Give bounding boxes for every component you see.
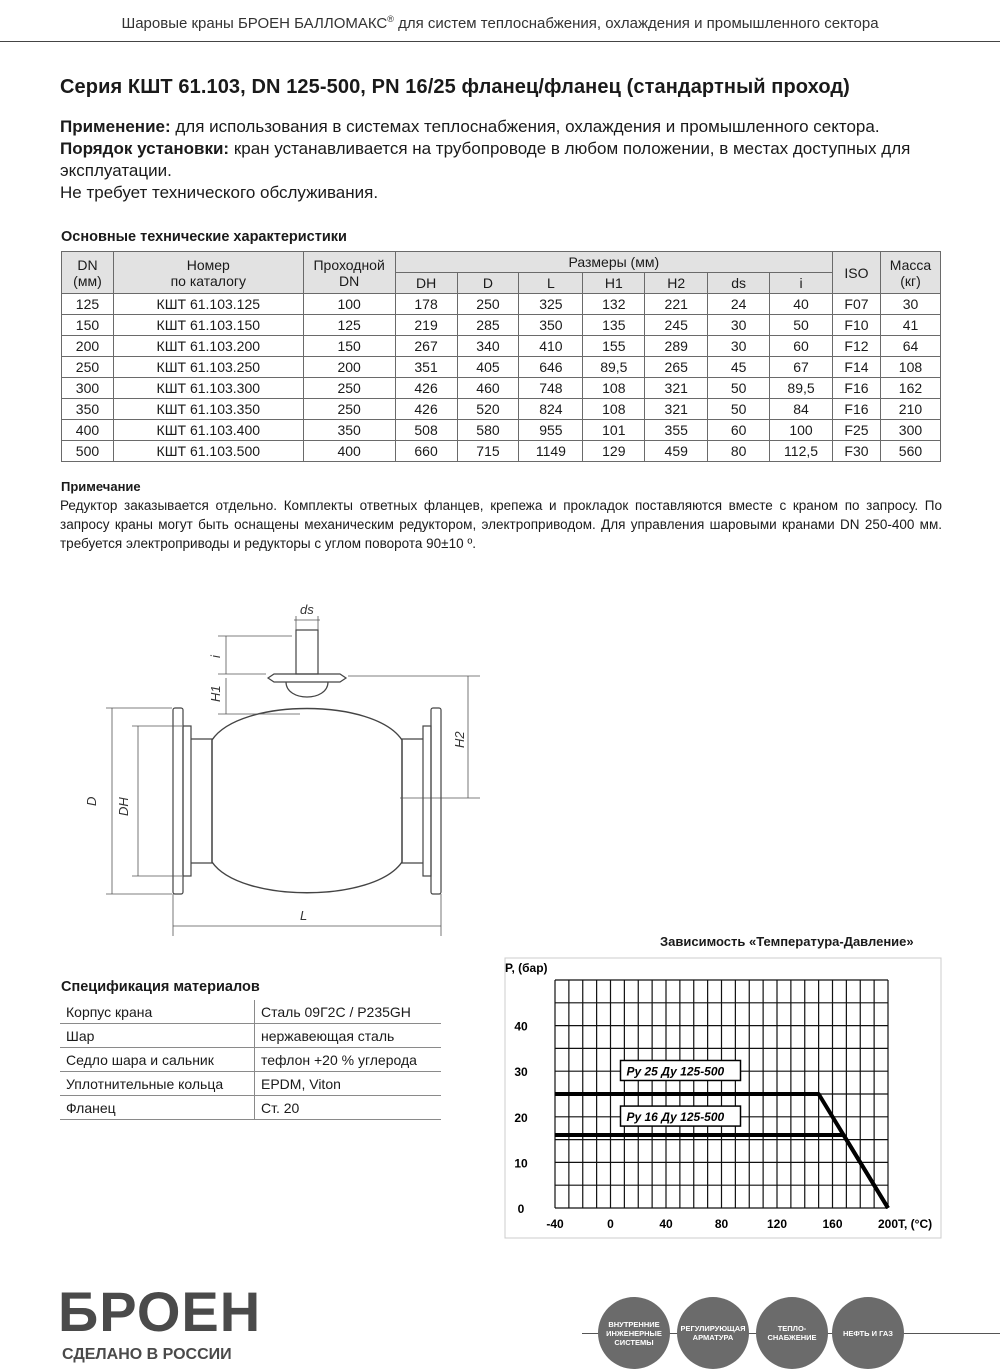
- material-value: нержавеющая сталь: [255, 1024, 442, 1048]
- table-cell: 300: [880, 420, 940, 441]
- material-row: [60, 1096, 441, 1120]
- material-row: [60, 1072, 441, 1096]
- table-cell: 101: [583, 420, 645, 441]
- table-cell: 108: [583, 378, 645, 399]
- table-cell: 89,5: [583, 357, 645, 378]
- application-label: Применение:: [60, 117, 171, 136]
- table-cell: 405: [457, 357, 519, 378]
- table-cell: 219: [395, 315, 457, 336]
- table-cell: 67: [770, 357, 833, 378]
- table-cell: 60: [770, 336, 833, 357]
- table-cell: 60: [708, 420, 770, 441]
- dim-dh: DH: [116, 797, 131, 816]
- table-cell: 289: [645, 336, 708, 357]
- table-cell: 125: [303, 315, 395, 336]
- table-cell: F14: [833, 357, 881, 378]
- y-tick-label: 10: [514, 1156, 528, 1171]
- y-tick-label: 20: [514, 1110, 528, 1125]
- table-cell: 285: [457, 315, 519, 336]
- y-axis-label: P, (бар): [505, 961, 548, 975]
- table-cell: 321: [645, 399, 708, 420]
- table-cell: 500: [62, 441, 114, 462]
- dim-col-header: H2: [645, 273, 708, 294]
- x-tick-label: 200: [877, 1217, 899, 1231]
- table-cell: 267: [395, 336, 457, 357]
- table-cell: 100: [770, 420, 833, 441]
- table-cell: 221: [645, 294, 708, 315]
- header-text: Шаровые краны БРОЕН БАЛЛОМАКС: [121, 15, 388, 32]
- registered-mark: ®: [387, 14, 394, 24]
- y-tick-label: 0: [517, 1202, 525, 1216]
- table-row: [62, 336, 941, 357]
- table-cell: 321: [645, 378, 708, 399]
- table-row: [62, 399, 941, 420]
- series-label: Ру 16 Ду 125-500: [626, 1110, 725, 1125]
- table-cell: 350: [519, 315, 583, 336]
- spec-title: Основные технические характеристики: [61, 229, 347, 245]
- table-cell: F12: [833, 336, 881, 357]
- brand-tagline: СДЕЛАНО В РОССИИ: [62, 1346, 232, 1363]
- table-cell: 100: [303, 294, 395, 315]
- x-tick-label: 0: [607, 1217, 614, 1231]
- table-cell: 89,5: [770, 378, 833, 399]
- table-cell: 955: [519, 420, 583, 441]
- table-cell: 24: [708, 294, 770, 315]
- table-cell: 129: [583, 441, 645, 462]
- material-part: Седло шара и сальник: [60, 1048, 255, 1072]
- col-dims: Размеры (мм): [395, 252, 832, 273]
- table-cell: 340: [457, 336, 519, 357]
- table-cell: 1149: [519, 441, 583, 462]
- table-cell: 646: [519, 357, 583, 378]
- col-bore: Проходной DN: [303, 252, 395, 294]
- install-label: Порядок установки:: [60, 139, 230, 158]
- category-oil-gas: НЕФТЬ И ГАЗ: [832, 1297, 904, 1369]
- table-row: [62, 420, 941, 441]
- table-cell: 351: [395, 357, 457, 378]
- dim-ds: ds: [300, 602, 314, 617]
- table-cell: F07: [833, 294, 881, 315]
- x-tick-label: 80: [714, 1217, 729, 1231]
- table-cell: 80: [708, 441, 770, 462]
- table-cell: 426: [395, 399, 457, 420]
- table-cell: 350: [303, 420, 395, 441]
- x-tick-label: -40: [546, 1217, 564, 1231]
- table-row: [62, 315, 941, 336]
- table-cell: 45: [708, 357, 770, 378]
- dim-col-header: i: [770, 273, 833, 294]
- spec-table: [61, 251, 941, 462]
- table-cell: КШТ 61.103.500: [113, 441, 303, 462]
- material-part: Шар: [60, 1024, 255, 1048]
- table-cell: 350: [62, 399, 114, 420]
- dim-i: i: [208, 655, 223, 658]
- table-cell: 150: [303, 336, 395, 357]
- note-title: Примечание: [61, 479, 141, 494]
- table-cell: 748: [519, 378, 583, 399]
- material-value: тефлон +20 % углерода: [255, 1048, 442, 1072]
- dim-col-header: D: [457, 273, 519, 294]
- table-cell: 200: [303, 357, 395, 378]
- header-text-tail: для систем теплоснабжения, охлаждения и промышленного сектора: [393, 15, 879, 32]
- x-axis-label: T, (°C): [898, 1217, 933, 1231]
- application-text: для использования в системах теплоснабжения, охлаждения и промышленного сектора.: [170, 117, 880, 136]
- dim-l: L: [300, 908, 308, 923]
- table-cell: 400: [303, 441, 395, 462]
- table-cell: 125: [62, 294, 114, 315]
- y-tick-label: 30: [514, 1065, 528, 1080]
- table-row: [62, 441, 941, 462]
- dim-col-header: ds: [708, 273, 770, 294]
- materials-table: [60, 1000, 441, 1120]
- table-cell: 200: [62, 336, 114, 357]
- table-cell: 50: [708, 399, 770, 420]
- table-cell: 250: [457, 294, 519, 315]
- table-cell: 150: [62, 315, 114, 336]
- x-tick-label: 160: [822, 1217, 843, 1231]
- table-cell: 520: [457, 399, 519, 420]
- material-row: [60, 1048, 441, 1072]
- table-row: [62, 378, 941, 399]
- table-cell: 355: [645, 420, 708, 441]
- table-cell: 824: [519, 399, 583, 420]
- table-cell: 30: [880, 294, 940, 315]
- table-cell: 162: [880, 378, 940, 399]
- page-title: Серия КШТ 61.103, DN 125-500, PN 16/25 фланец/фланец (стандартный проход): [60, 76, 850, 98]
- table-cell: КШТ 61.103.400: [113, 420, 303, 441]
- table-cell: 400: [62, 420, 114, 441]
- header-divider: [0, 41, 1000, 42]
- material-part: Фланец: [60, 1096, 255, 1120]
- table-cell: 108: [583, 399, 645, 420]
- table-cell: F16: [833, 378, 881, 399]
- table-cell: F16: [833, 399, 881, 420]
- table-cell: 84: [770, 399, 833, 420]
- dim-col-header: L: [519, 273, 583, 294]
- series-label: Ру 25 Ду 125-500: [626, 1064, 725, 1079]
- category-heat-supply: ТЕПЛО- СНАБЖЕНИЕ: [756, 1297, 828, 1369]
- page-header: [0, 0, 1000, 42]
- table-cell: КШТ 61.103.300: [113, 378, 303, 399]
- table-row: [62, 294, 941, 315]
- table-cell: 560: [880, 441, 940, 462]
- y-tick-label: 40: [514, 1019, 528, 1034]
- material-value: EPDM, Viton: [255, 1072, 442, 1096]
- table-cell: 30: [708, 336, 770, 357]
- table-cell: 459: [645, 441, 708, 462]
- table-cell: F25: [833, 420, 881, 441]
- temperature-pressure-chart: [495, 950, 945, 1242]
- dim-d: D: [84, 796, 99, 806]
- table-cell: 580: [457, 420, 519, 441]
- dim-h1: H1: [208, 685, 223, 702]
- col-catalog: Номер по каталогу: [113, 252, 303, 294]
- category-control-valves: РЕГУЛИРУЮЩАЯ АРМАТУРА: [677, 1297, 749, 1369]
- table-cell: 325: [519, 294, 583, 315]
- table-cell: 715: [457, 441, 519, 462]
- table-cell: 178: [395, 294, 457, 315]
- table-cell: 50: [708, 378, 770, 399]
- col-dn: DN (мм): [62, 252, 114, 294]
- table-cell: 50: [770, 315, 833, 336]
- table-cell: 245: [645, 315, 708, 336]
- x-tick-label: 40: [659, 1217, 673, 1231]
- table-cell: 426: [395, 378, 457, 399]
- table-cell: 135: [583, 315, 645, 336]
- table-cell: 250: [62, 357, 114, 378]
- table-cell: 155: [583, 336, 645, 357]
- maintenance-text: Не требует технического обслуживания.: [60, 183, 379, 202]
- material-part: Корпус крана: [60, 1000, 255, 1024]
- dim-h2: H2: [452, 731, 467, 748]
- col-iso: ISO: [833, 252, 881, 294]
- material-part: Уплотнительные кольца: [60, 1072, 255, 1096]
- table-cell: 112,5: [770, 441, 833, 462]
- table-cell: 300: [62, 378, 114, 399]
- table-cell: 660: [395, 441, 457, 462]
- table-cell: КШТ 61.103.125: [113, 294, 303, 315]
- table-cell: 108: [880, 357, 940, 378]
- table-cell: 250: [303, 378, 395, 399]
- table-cell: 250: [303, 399, 395, 420]
- spec-table-body: [62, 294, 941, 462]
- table-cell: КШТ 61.103.250: [113, 357, 303, 378]
- col-mass: Масса (кг): [880, 252, 940, 294]
- note-text: Редуктор заказывается отдельно. Комплекты ответных фланцев, крепежа и прокладок поставляются вместе с краном по запросу. По запросу краны могут быть оснащены механическим редуктором, электроприводом. Для управления шаровыми кранами DN 250-400 мм. требуется электроприводы и редукторы с углом поворота 90±10 º.: [60, 498, 942, 551]
- material-value: Сталь 09Г2С / P235GH: [255, 1000, 442, 1024]
- x-tick-label: 120: [766, 1217, 788, 1231]
- table-cell: 30: [708, 315, 770, 336]
- materials-title: Спецификация материалов: [61, 979, 260, 995]
- table-cell: КШТ 61.103.150: [113, 315, 303, 336]
- table-cell: 265: [645, 357, 708, 378]
- materials-body: [60, 1000, 441, 1120]
- install-text: кран устанавливается на трубопроводе в любом положении, в местах доступных для эксплуатации.: [60, 139, 911, 180]
- intro-block: [60, 116, 950, 204]
- table-cell: КШТ 61.103.200: [113, 336, 303, 357]
- table-row: [62, 357, 941, 378]
- table-cell: F30: [833, 441, 881, 462]
- category-internal-systems: ВНУТРЕННИЕ ИНЖЕНЕРНЫЕ СИСТЕМЫ: [598, 1297, 670, 1369]
- table-cell: КШТ 61.103.350: [113, 399, 303, 420]
- table-cell: 64: [880, 336, 940, 357]
- valve-drawing: [60, 598, 510, 943]
- material-row: [60, 1000, 441, 1024]
- dim-col-header: DH: [395, 273, 457, 294]
- table-cell: 410: [519, 336, 583, 357]
- table-cell: 210: [880, 399, 940, 420]
- chart-title: Зависимость «Температура-Давление»: [660, 934, 914, 949]
- table-cell: 460: [457, 378, 519, 399]
- material-value: Ст. 20: [255, 1096, 442, 1120]
- broen-logo: БРОЕН: [58, 1280, 262, 1343]
- table-cell: F10: [833, 315, 881, 336]
- table-cell: 508: [395, 420, 457, 441]
- material-row: [60, 1024, 441, 1048]
- table-cell: 132: [583, 294, 645, 315]
- table-cell: 41: [880, 315, 940, 336]
- dim-col-header: H1: [583, 273, 645, 294]
- table-cell: 40: [770, 294, 833, 315]
- chart-frame: [505, 958, 941, 1238]
